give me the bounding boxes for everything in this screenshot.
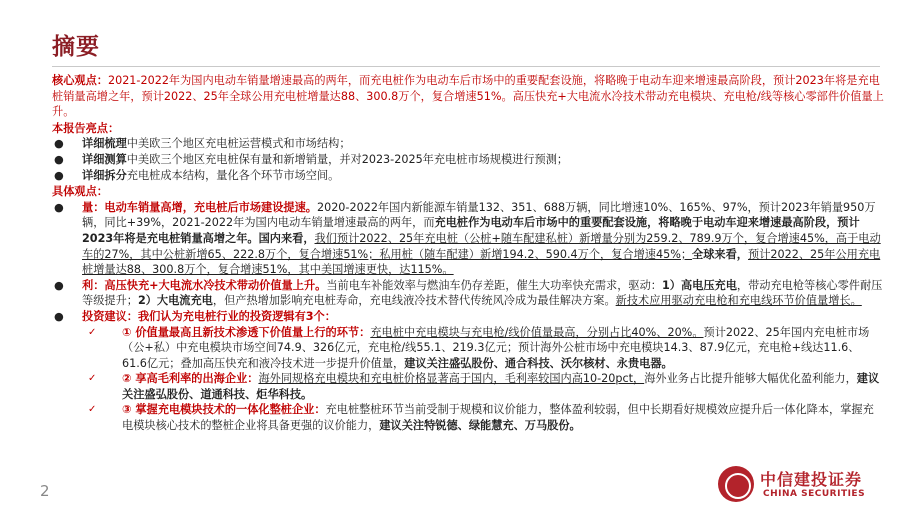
logic-recommendation: 建议关注盛弘股份、道通科技、炬华科技。 — [122, 372, 880, 401]
highlight-text: 充电桩成本结构，量化各个环节市场空间。 — [126, 168, 340, 182]
point-profit-bold2: 2）大电流充电 — [137, 294, 213, 308]
point-quantity-bold3: 全球来看， — [692, 247, 748, 261]
highlight-bold: 详细测算 — [82, 152, 127, 166]
bullet-icon: ● — [54, 200, 64, 214]
point-investment-lead: 投资建议：我们认为充电桩行业的投资逻辑有3个： — [82, 309, 336, 323]
point-investment — [52, 309, 884, 325]
point-quantity-bold2: 国内来看， — [258, 231, 315, 245]
title-divider — [52, 66, 880, 67]
summary-content — [52, 73, 884, 434]
bullet-icon: ● — [54, 168, 64, 182]
bullet-icon: ● — [54, 152, 64, 166]
highlight-text: 中美欧三个地区充电桩运营模式和市场结构； — [126, 137, 351, 151]
core-view-text: 2021-2022年为国内电动车销量增速最高的两年，而充电桩作为电动车后市场中的重要配套设施，将略晚于电动车迎来增速最高阶段，预计2023年将是充电桩销量高增之年，预计2022、25年全球公用充电桩增量达88、300.8万个，复合增速51%。高压快充+大电流水冷技术带动充电模块、充电枪/线等核心零部件价值量上升。 — [52, 74, 884, 119]
core-view-label: 核心观点： — [52, 74, 108, 87]
logic-lead: ② 享高毛利率的出海企业： — [122, 372, 259, 386]
point-quantity-text: 2020-2022年国内新能源车销量132、351、688万辆，同比增速10%、165%、97%，预计2023年销量950万辆，同比+39%，2021-2022年为国内电动车销量增速最高的两年，而 — [82, 200, 876, 230]
page-title: 摘要 — [52, 34, 100, 60]
highlight-item — [52, 168, 884, 184]
highlight-item — [52, 152, 884, 168]
point-profit-lead: 利：高压快充+大电流水冷技术带动价值量上升。 — [82, 278, 327, 292]
check-icon: ✓ — [88, 404, 97, 416]
logo-chinese-name: 中信建投证券 — [760, 470, 863, 489]
point-profit-text3: ，但产热增加影响充电桩寿命，充电线液冷技术替代传统风冷成为最佳解决方案。 — [212, 294, 616, 308]
logic-text: 海外业务占比提升能够大幅优化盈利能力， — [644, 372, 857, 386]
logic-recommendation: 建议关注盛弘股份、通合科技、沃尔核材、永贵电器。 — [404, 356, 673, 370]
highlight-text: 中美欧三个地区充电桩保有量和新增销量，并对2023-2025年充电桩市场规模进行预测； — [126, 152, 569, 166]
logic-recommendation: 建议关注特锐德、绿能慧充、万马股份。 — [379, 419, 581, 433]
point-profit — [52, 278, 884, 309]
logic-underline: 充电桩中充电模块与充电枪/线价值量最高，分别占比40%、20%。 — [370, 325, 704, 339]
specific-heading: 具体观点： — [52, 185, 108, 199]
logic-text: 预计2022、25年国内充电桩市场（公+私）中充电模块市场空间74.9、326亿元，充电枪/线55.1、219.3亿元；预计海外公桩市场中充电模块14.3、87.9亿元，充电枪+线达11.6、61.6亿元；叠加高压快充和液冷技术进一步提升价值量， — [122, 325, 870, 370]
point-quantity-lead: 量：电动车销量高增，充电桩后市场建设提速。 — [82, 200, 317, 214]
investment-logic-item — [52, 325, 884, 372]
check-icon: ✓ — [88, 373, 97, 385]
point-quantity-underline1: 我们预计2022、25年充电桩（公桩+随车配建私桩）新增量分别为259.2、789.9万个，复合增速45%，高于电动车的27%，其中公桩新增65、222.8万个，复合增速51%；私用桩（随车配建）新增194.2、590.4万个，复合增速45%； — [82, 231, 881, 261]
point-quantity-underline2: 预计2022、25年公用充电桩增量达88、300.8万个，复合增速51%，其中美国增速更快，达115%。 — [82, 247, 881, 277]
bullet-icon: ● — [54, 309, 64, 323]
investment-logic-item — [52, 402, 884, 433]
logic-lead: ① 价值量最高且新技术渗透下价值量上行的环节： — [122, 325, 371, 339]
logic-lead: ③ 掌握充电模块技术的一体化整桩企业： — [122, 403, 326, 417]
highlight-bold: 详细梳理 — [82, 137, 127, 151]
point-profit-underline: 新技术应用驱动充电枪和充电线环节价值量增长。 — [615, 294, 862, 308]
point-profit-text1: 当前电车补能效率与燃油车仍存差距，催生大功率快充需求，驱动： — [326, 278, 662, 292]
company-logo — [718, 464, 896, 508]
check-icon: ✓ — [88, 326, 97, 338]
point-profit-bold1: 1）高电压充电 — [661, 278, 737, 292]
point-quantity-bold1: 充电桩作为电动车后市场中的重要配套设施，将略晚于电动车迎来增速最高阶段，预计2023年将是充电桩销量高增之年。 — [82, 216, 860, 245]
highlights-heading: 本报告亮点： — [52, 121, 120, 135]
logo-english-name: CHINA SECURITIES — [763, 489, 866, 499]
bullet-icon: ● — [54, 278, 64, 292]
core-view — [52, 73, 884, 120]
point-quantity — [52, 200, 884, 278]
highlight-item — [52, 136, 884, 152]
logic-underline: 海外同规格充电模块和充电桩价格显著高于国内，毛利率较国内高10-20pct， — [258, 372, 645, 386]
point-profit-text2: ，带动充电枪等核心零件耐压等级提升； — [82, 278, 883, 308]
page-number: 2 — [40, 482, 50, 500]
highlight-bold: 详细拆分 — [82, 168, 127, 182]
bullet-icon: ● — [54, 137, 64, 151]
investment-logic-item — [52, 371, 884, 402]
logic-text: 充电桩整桩环节当前受制于规模和议价能力，整体盈利较弱，但中长期看好规模效应提升后一体化降本，掌握充电模块核心技术的整桩企业将具备更强的议价能力， — [122, 403, 874, 433]
logo-emblem-icon — [718, 466, 754, 502]
